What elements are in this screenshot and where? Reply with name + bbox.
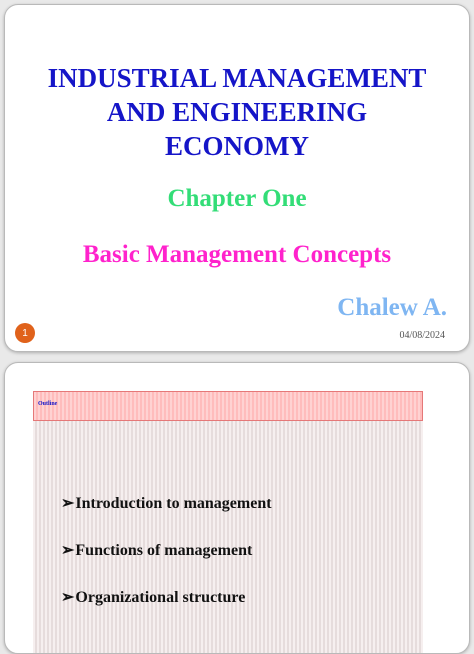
- bullet-text: Introduction to management: [75, 495, 272, 512]
- slide-date: 04/08/2024: [399, 330, 445, 341]
- outline-slide: [4, 362, 470, 654]
- bullet-item: [61, 587, 245, 607]
- slide-number-badge: 1: [15, 323, 35, 343]
- bullet-text: Functions of management: [75, 542, 253, 559]
- slide-title: [5, 61, 469, 163]
- arrow-bullet-icon: ➢: [61, 589, 75, 606]
- chapter-heading: Chapter One: [167, 185, 307, 212]
- outline-header-bar: [33, 391, 423, 421]
- author-name: Chalew A.: [337, 294, 447, 321]
- outline-header-label: Outline: [38, 401, 58, 407]
- arrow-bullet-icon: ➢: [61, 542, 75, 559]
- title-line: INDUSTRIAL MANAGEMENT: [47, 63, 427, 93]
- bullet-text: Organizational structure: [75, 589, 246, 606]
- chapter-subtitle: Basic Management Concepts: [82, 241, 392, 268]
- title-line: ECONOMY: [165, 131, 309, 161]
- bullet-item: [61, 493, 272, 513]
- title-slide: [4, 4, 470, 352]
- outline-content-panel: [33, 421, 423, 654]
- title-line: AND ENGINEERING: [106, 97, 368, 127]
- arrow-bullet-icon: ➢: [61, 495, 75, 512]
- bullet-item: [61, 540, 252, 560]
